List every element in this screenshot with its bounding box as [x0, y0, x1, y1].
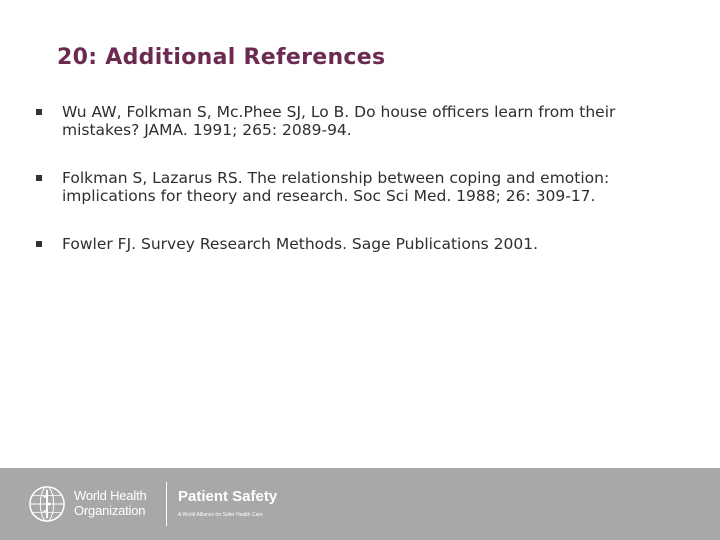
- organization-name: [74, 488, 164, 518]
- program-title: Patient Safety: [178, 488, 278, 505]
- program-tagline: A World Alliance for Safer Health Care: [178, 512, 263, 518]
- reference-text-line: implications for theory and research. Soc Sci Med. 1988; 26: 309-17.: [62, 187, 596, 205]
- bullet-icon: [36, 175, 42, 181]
- bullet-icon: [36, 109, 42, 115]
- reference-text-line: Fowler FJ. Survey Research Methods. Sage Publications 2001.: [62, 235, 539, 253]
- bullet-icon: [36, 241, 42, 247]
- footer-divider: [166, 482, 167, 526]
- reference-text-line: mistakes? JAMA. 1991; 265: 2089-94.: [62, 121, 352, 139]
- slide-title: 20: Additional References: [57, 45, 386, 70]
- organization-name-line: World Health: [74, 488, 147, 503]
- reference-item: [36, 103, 696, 139]
- reference-text-line: Folkman S, Lazarus RS. The relationship between coping and emotion:: [62, 169, 610, 187]
- reference-item: [36, 169, 696, 205]
- reference-text-line: Wu AW, Folkman S, Mc.Phee SJ, Lo B. Do house officers learn from their: [62, 103, 616, 121]
- organization-name-line: Organization: [74, 503, 146, 518]
- reference-item: [36, 235, 696, 253]
- reference-list: [36, 103, 696, 283]
- who-emblem-icon: [28, 485, 66, 523]
- footer-bar: [0, 468, 720, 540]
